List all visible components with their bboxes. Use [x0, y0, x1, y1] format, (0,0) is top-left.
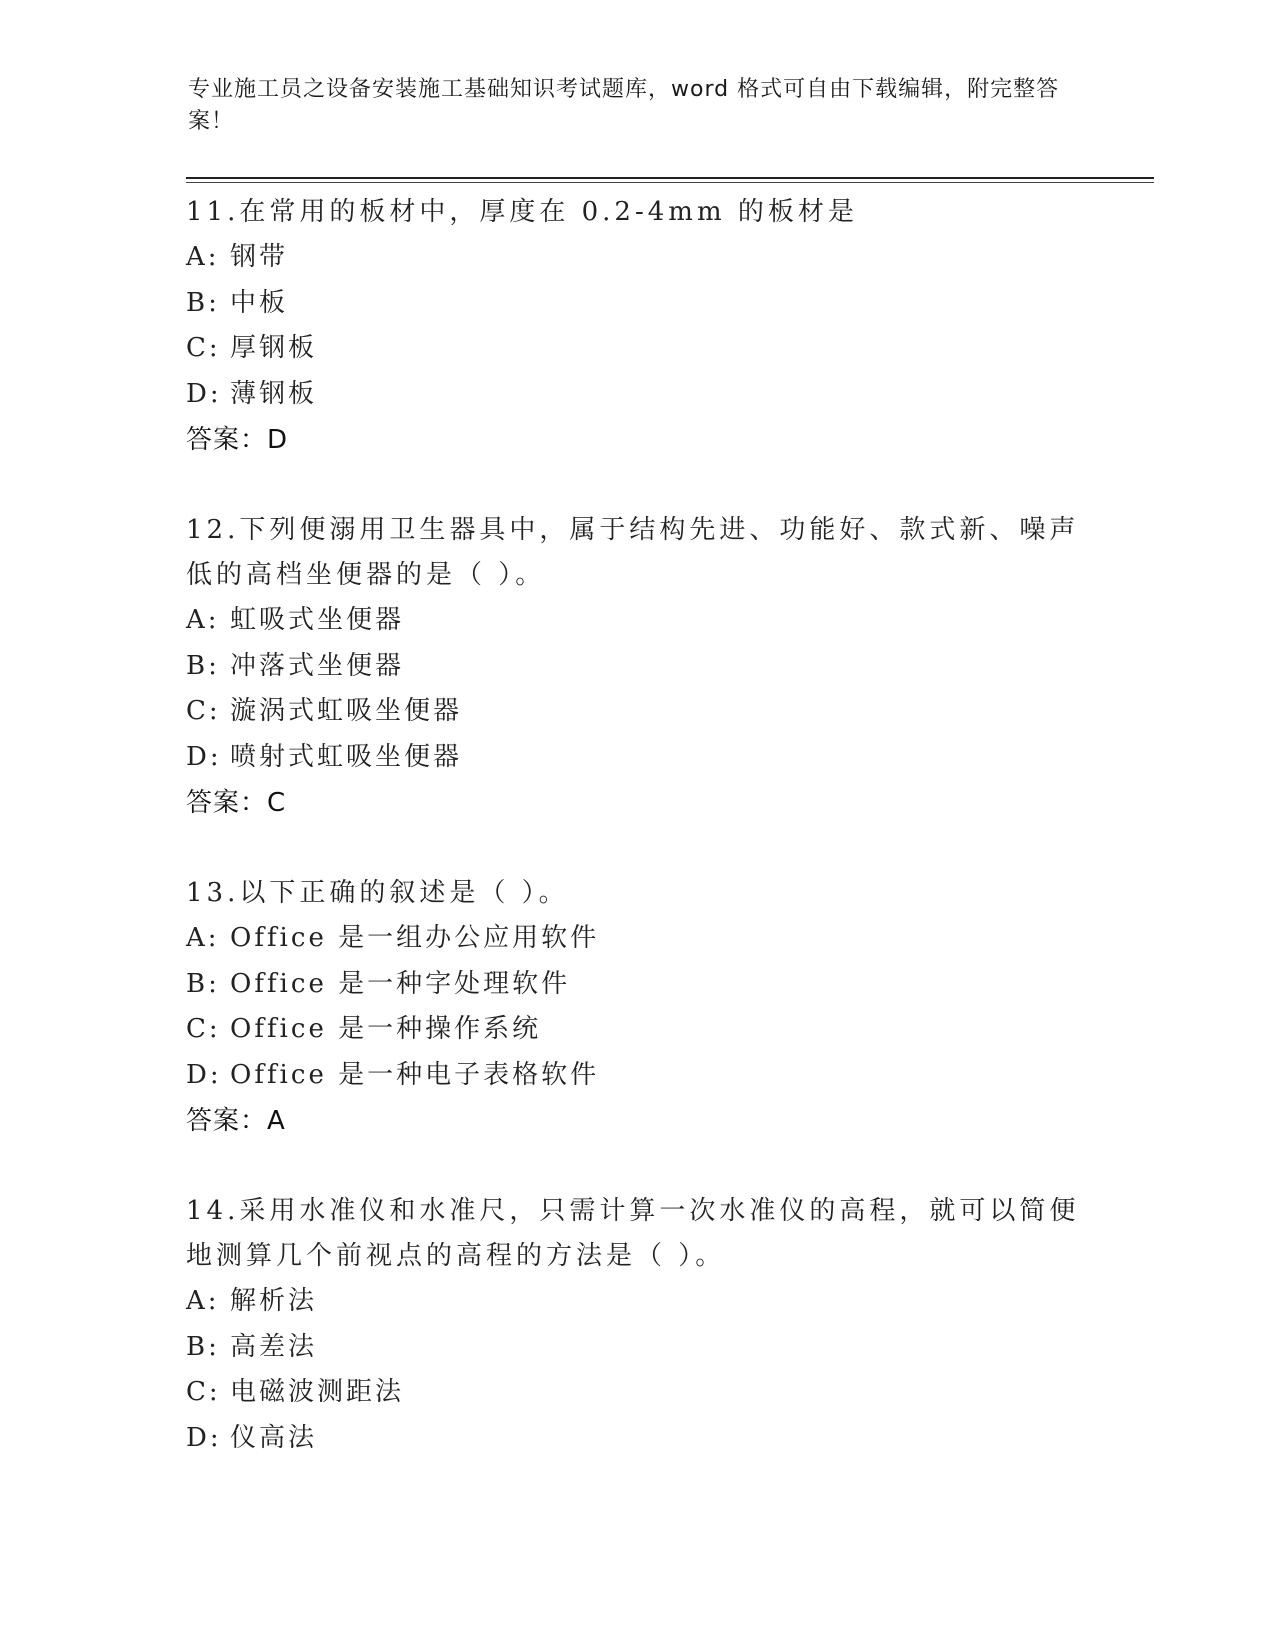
- option-d: [186, 372, 1086, 418]
- option-text: Office 是一组办公应用软件: [230, 923, 600, 953]
- option-a: [186, 235, 1086, 281]
- option-text: 解析法: [230, 1286, 318, 1316]
- option-text: 中板: [230, 287, 289, 318]
- option-a: [186, 1279, 1086, 1325]
- option-text: Office 是一种操作系统: [230, 1014, 542, 1044]
- option-d: [186, 1053, 1086, 1099]
- option-letter: C:: [186, 696, 221, 726]
- document-header: 专业施工员之设备安装施工基础知识考试题库，word 格式可自由下载编辑，附完整答案！: [188, 77, 1060, 134]
- question-list: [186, 190, 1086, 1461]
- option-letter: A:: [186, 242, 220, 272]
- option-a: [186, 598, 1086, 644]
- option-b: [186, 644, 1086, 690]
- option-c: [186, 1370, 1086, 1416]
- option-text: 电磁波测距法: [230, 1377, 405, 1407]
- option-a: [186, 916, 1086, 962]
- option-letter: D:: [186, 741, 222, 772]
- option-letter: B:: [186, 968, 220, 999]
- question-stem: 14.采用水准仪和水准尺，只需计算一次水准仪的高程，就可以简便地测算几个前视点的高程的方法是（ ）。: [186, 1196, 1080, 1271]
- option-text: 钢带: [230, 242, 289, 272]
- option-c: [186, 689, 1086, 735]
- question-stem: 13.以下正确的叙述是（ ）。: [186, 878, 569, 908]
- option-c: [186, 326, 1086, 372]
- header-rule-thin: [186, 182, 1154, 183]
- option-letter: B:: [186, 287, 220, 318]
- option-text: 漩涡式虹吸坐便器: [230, 696, 463, 726]
- question-12: [186, 508, 1086, 826]
- option-b: [186, 962, 1086, 1008]
- option-text: 虹吸式坐便器: [230, 605, 405, 635]
- option-text: 厚钢板: [230, 333, 318, 363]
- option-letter: D:: [186, 1422, 222, 1453]
- question-spacer: [186, 1144, 1086, 1189]
- option-letter: D:: [186, 378, 222, 409]
- question-13: [186, 871, 1086, 1144]
- option-d: [186, 1416, 1086, 1462]
- option-b: [186, 281, 1086, 327]
- option-c: [186, 1007, 1086, 1053]
- option-letter: A:: [186, 605, 220, 635]
- question-14: [186, 1189, 1086, 1461]
- question-spacer: [186, 463, 1086, 508]
- answer-line: 答案：A: [186, 1106, 286, 1136]
- option-letter: B:: [186, 1331, 220, 1362]
- question-11: [186, 190, 1086, 463]
- answer-line: 答案：C: [186, 788, 287, 818]
- option-text: 薄钢板: [230, 378, 318, 409]
- option-letter: A:: [186, 923, 220, 953]
- option-text: Office 是一种电子表格软件: [230, 1059, 600, 1090]
- option-text: Office 是一种字处理软件: [230, 968, 571, 999]
- option-letter: B:: [186, 650, 220, 681]
- answer-line: 答案：D: [186, 425, 289, 455]
- option-text: 喷射式虹吸坐便器: [230, 741, 463, 772]
- option-text: 冲落式坐便器: [230, 650, 405, 681]
- question-stem: 11.在常用的板材中，厚度在 0.2-4mm 的板材是: [186, 197, 858, 227]
- option-text: 仪高法: [230, 1422, 318, 1453]
- header-rule-thick: [186, 177, 1154, 179]
- option-letter: D:: [186, 1059, 222, 1090]
- option-text: 高差法: [230, 1331, 318, 1362]
- option-letter: A:: [186, 1286, 220, 1316]
- question-stem: 12.下列便溺用卫生器具中，属于结构先进、功能好、款式新、噪声低的高档坐便器的是（ ）。: [186, 515, 1080, 590]
- option-b: [186, 1325, 1086, 1371]
- option-letter: C:: [186, 1014, 221, 1044]
- question-spacer: [186, 826, 1086, 871]
- option-letter: C:: [186, 333, 221, 363]
- option-d: [186, 735, 1086, 781]
- option-letter: C:: [186, 1377, 221, 1407]
